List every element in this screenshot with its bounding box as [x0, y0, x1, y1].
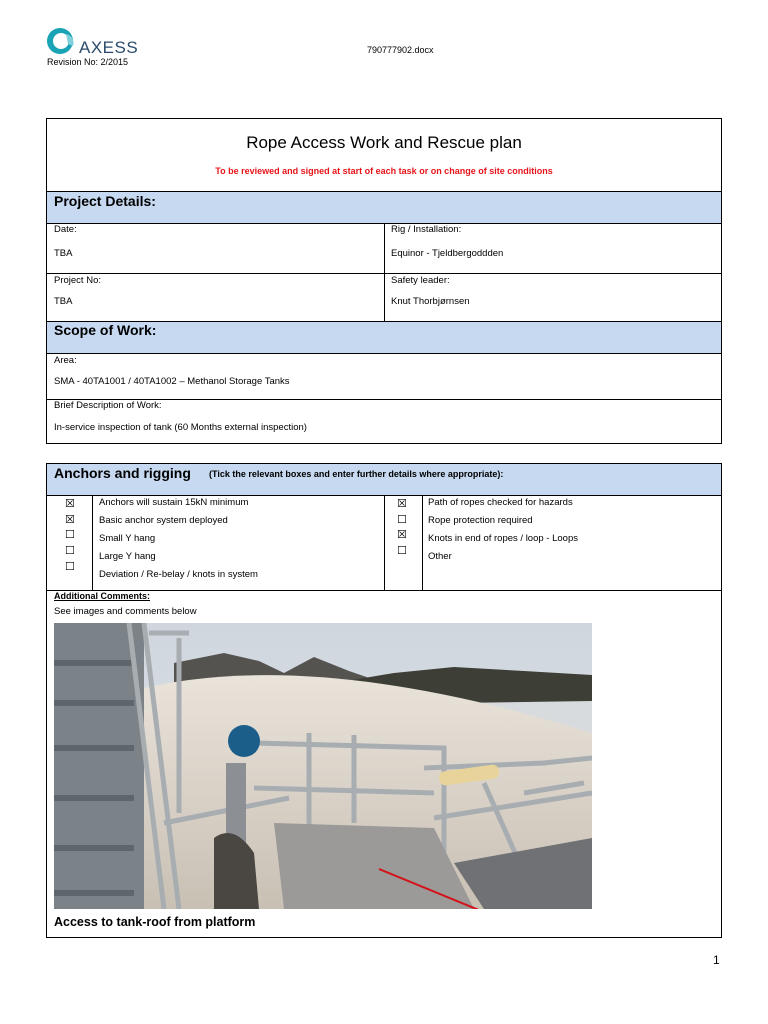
area-value: SMA - 40TA1001 / 40TA1002 – Methanol Storage Tanks [54, 376, 290, 387]
brief-description-label: Brief Description of Work: [54, 400, 162, 411]
page-title: Rope Access Work and Rescue plan [246, 133, 522, 152]
photo-caption: Access to tank-roof from platform [54, 915, 256, 929]
page-number: 1 [713, 953, 720, 967]
label-small-y-hang: Small Y hang [99, 533, 156, 544]
label-basic-anchor: Basic anchor system deployed [99, 515, 228, 526]
area-label: Area: [54, 355, 77, 366]
label-large-y-hang: Large Y hang [99, 551, 156, 562]
scope-of-work-header [47, 321, 721, 353]
document-filename: 790777902.docx [367, 45, 434, 55]
label-rope-protection: Rope protection required [428, 515, 533, 526]
anchors-heading: Anchors and rigging [54, 465, 191, 481]
safety-leader-label: Safety leader: [391, 275, 450, 286]
project-no-label: Project No: [54, 275, 101, 286]
label-other: Other [428, 551, 452, 562]
page-subtitle: To be reviewed and signed at start of each task or on change of site conditions [215, 166, 553, 176]
axess-logo-mark [46, 26, 78, 58]
rig-label: Rig / Installation: [391, 224, 462, 235]
safety-leader-value: Knut Thorbjørnsen [391, 296, 470, 307]
checkbox-deviation[interactable]: ☐ [65, 560, 75, 573]
checkbox-knots-end[interactable]: ☒ [397, 528, 407, 541]
checkbox-other[interactable]: ☐ [397, 544, 407, 557]
date-label: Date: [54, 224, 77, 235]
anchors-heading-note: (Tick the relevant boxes and enter further details where appropriate): [209, 469, 504, 479]
label-anchors-15kn: Anchors will sustain 15kN minimum [99, 497, 249, 508]
checkbox-basic-anchor[interactable]: ☒ [65, 513, 75, 526]
date-value: TBA [54, 248, 73, 259]
project-no-value: TBA [54, 296, 73, 307]
axess-logo [46, 26, 146, 58]
additional-comments-label: Additional Comments: [54, 591, 150, 601]
tank-roof-photo [54, 623, 592, 909]
logo-text: AXESS [79, 38, 139, 57]
checkbox-rope-protection[interactable]: ☐ [397, 513, 407, 526]
label-path-ropes: Path of ropes checked for hazards [428, 497, 573, 508]
additional-comments-text: See images and comments below [54, 606, 197, 617]
scope-heading: Scope of Work: [54, 322, 157, 338]
brief-description-value: In-service inspection of tank (60 Months external inspection) [54, 422, 307, 433]
checkbox-small-y-hang[interactable]: ☐ [65, 528, 75, 541]
checkbox-path-ropes[interactable]: ☒ [397, 497, 407, 510]
anchors-header [47, 464, 721, 495]
label-knots-end: Knots in end of ropes / loop - Loops [428, 533, 578, 544]
project-details-table [46, 118, 722, 444]
tank-roof-photo-graphic [54, 623, 592, 909]
checkbox-large-y-hang[interactable]: ☐ [65, 544, 75, 557]
checkbox-anchors-15kn[interactable]: ☒ [65, 497, 75, 510]
revision-number: Revision No: 2/2015 [47, 57, 129, 67]
anchors-rigging-table [46, 463, 722, 938]
label-deviation: Deviation / Re-belay / knots in system [99, 569, 258, 580]
project-details-header [47, 191, 721, 223]
project-details-heading: Project Details: [54, 193, 156, 209]
rig-value: Equinor - Tjeldbergoddden [391, 248, 504, 259]
